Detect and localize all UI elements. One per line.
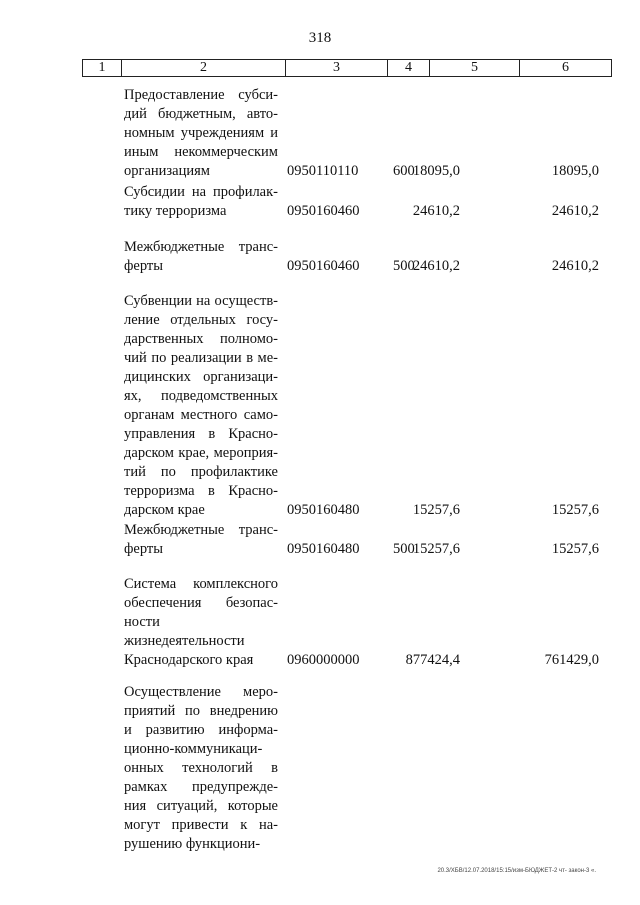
- document-footer: 20.3/ХБВ/12.07.2018/15:15/изм-БЮДЖЕТ-2 чт- закон-3 «.: [437, 868, 596, 874]
- description-line: жизнедеятельности: [124, 633, 245, 649]
- description-line: организациям: [124, 163, 210, 179]
- description-line: номным учреждениям и: [124, 125, 278, 141]
- description-line: управления в Красно-: [124, 426, 278, 442]
- description-line: дий бюджетным, авто-: [124, 106, 278, 122]
- description-line: органам местного само-: [124, 407, 278, 423]
- row-description: [124, 86, 278, 181]
- description-line: тий по профилактике: [124, 464, 278, 480]
- header-col-2: 2: [122, 60, 286, 76]
- description-line: Межбюджетные транс-: [124, 239, 278, 255]
- description-line: могут привести к на-: [124, 817, 278, 833]
- description-line: ферты: [124, 258, 163, 274]
- row-code: 0950160480: [287, 541, 360, 557]
- header-col-1: 1: [83, 60, 122, 76]
- description-line: Межбюджетные транс-: [124, 522, 278, 538]
- row-description: [124, 683, 278, 854]
- page-number: 318: [308, 30, 332, 46]
- row-code: 0950160480: [287, 502, 360, 518]
- row-value-col6: 24610,2: [551, 203, 599, 219]
- description-line: ния ситуаций, которые: [124, 798, 278, 814]
- row-description: [124, 575, 278, 670]
- description-line: онных технологий в: [124, 760, 278, 776]
- row-description: [124, 183, 278, 221]
- row-code: 0960000000: [287, 652, 360, 668]
- description-line: обеспечения безопас-: [124, 595, 278, 611]
- description-line: тику терроризма: [124, 203, 227, 219]
- row-value-col6: 24610,2: [551, 258, 599, 274]
- description-line: рамках предупрежде-: [124, 779, 278, 795]
- description-line: дарственных полномо-: [124, 331, 278, 347]
- table-header: [82, 59, 612, 77]
- row-value-col6: 15257,6: [551, 502, 599, 518]
- row-description: [124, 292, 278, 520]
- description-line: терроризма в Красно-: [124, 483, 278, 499]
- description-line: рушению функциони-: [124, 836, 261, 852]
- description-line: дарском крае, мероприя-: [124, 445, 278, 461]
- header-col-6: 6: [562, 60, 569, 75]
- description-line: иным некоммерческим: [124, 144, 278, 160]
- row-value-col5: 24610,2: [412, 203, 460, 219]
- description-line: Предоставление субси-: [124, 87, 278, 103]
- row-value-col6: 15257,6: [551, 541, 599, 557]
- row-value-col6: 761429,0: [544, 652, 599, 668]
- row-value-col6: 18095,0: [551, 163, 599, 179]
- row-value-col5: 24610,2: [412, 258, 460, 274]
- description-line: ционно-коммуникаци-: [124, 741, 263, 757]
- description-line: Субвенции на осуществ-: [124, 293, 278, 309]
- row-description: [124, 238, 278, 276]
- description-line: Осуществление меро-: [124, 684, 278, 700]
- description-line: и развитию информа-: [124, 722, 278, 738]
- description-line: ление отдельных госу-: [124, 312, 278, 328]
- row-value-col5: 18095,0: [412, 163, 460, 179]
- row-value-col5: 877424,4: [405, 652, 460, 668]
- row-expense-type: 600: [393, 163, 415, 179]
- description-line: Субсидии на профилак-: [124, 184, 278, 200]
- description-line: дарском крае: [124, 502, 205, 518]
- description-line: Система комплексного: [124, 576, 278, 592]
- description-line: ях, подведомственных: [124, 388, 278, 404]
- row-description: [124, 521, 278, 559]
- row-code: 0950160460: [287, 203, 360, 219]
- row-expense-type: 500: [393, 541, 415, 557]
- header-col-5: 5: [430, 60, 520, 76]
- description-line: дицинских организаци-: [124, 369, 278, 385]
- row-expense-type: 500: [393, 258, 415, 274]
- description-line: приятий по внедрению: [124, 703, 278, 719]
- description-line: чий по реализации в ме-: [124, 350, 278, 366]
- description-line: ферты: [124, 541, 163, 557]
- header-col-3: 3: [286, 60, 388, 76]
- description-line: Краснодарского края: [124, 652, 254, 668]
- row-value-col5: 15257,6: [412, 541, 460, 557]
- row-code: 0950160460: [287, 258, 360, 274]
- description-line: ности: [124, 614, 160, 630]
- row-code: 0950110110: [287, 163, 359, 179]
- row-value-col5: 15257,6: [412, 502, 460, 518]
- header-col-4: 4: [388, 60, 430, 76]
